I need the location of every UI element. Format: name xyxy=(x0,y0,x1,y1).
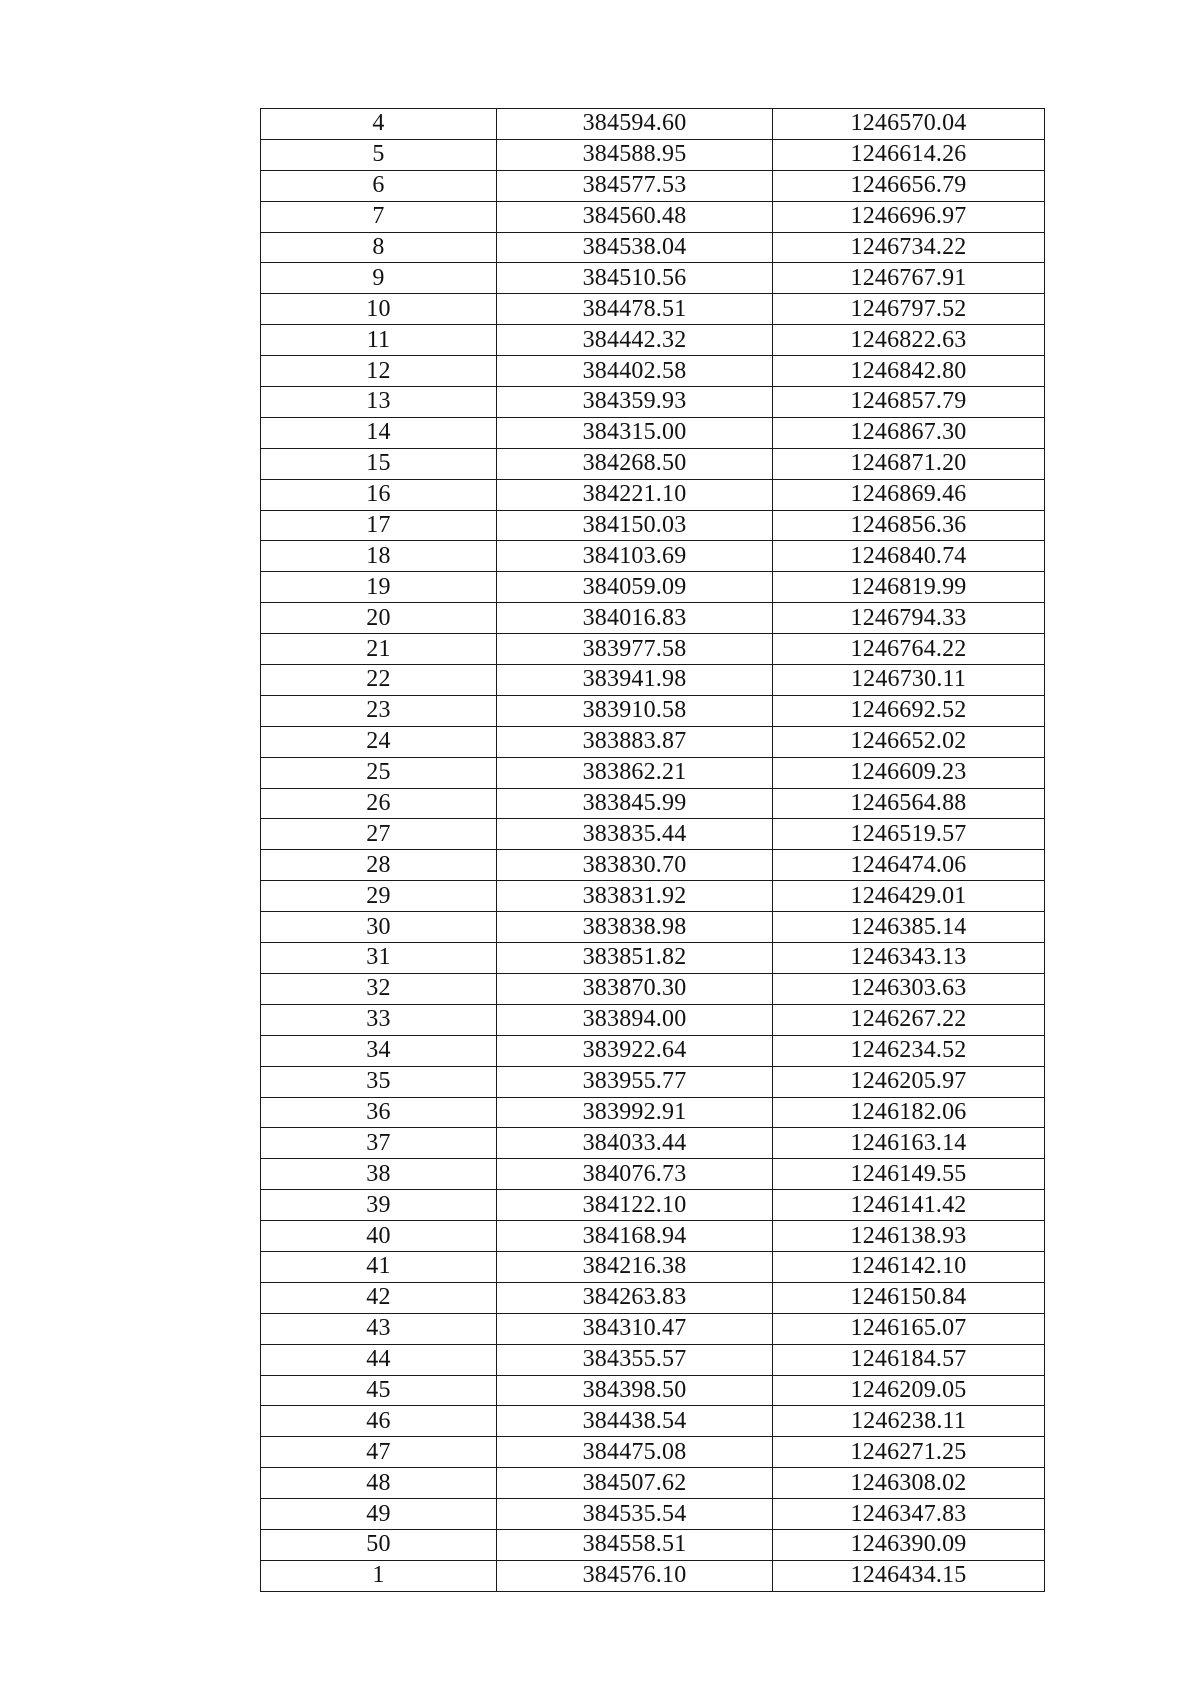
table-row xyxy=(261,757,1045,788)
table-row xyxy=(261,1344,1045,1375)
x-coordinate-cell: 384359.93 xyxy=(497,387,773,418)
y-coordinate-cell: 1246429.01 xyxy=(773,881,1045,912)
point-number-cell: 23 xyxy=(261,695,497,726)
table-row xyxy=(261,695,1045,726)
table-row xyxy=(261,634,1045,665)
table-row xyxy=(261,788,1045,819)
point-number-cell: 25 xyxy=(261,757,497,788)
y-coordinate-cell: 1246842.80 xyxy=(773,356,1045,387)
y-coordinate-cell: 1246767.91 xyxy=(773,263,1045,294)
y-coordinate-cell: 1246150.84 xyxy=(773,1282,1045,1313)
point-number-cell: 42 xyxy=(261,1282,497,1313)
x-coordinate-cell: 383845.99 xyxy=(497,788,773,819)
point-number-cell: 48 xyxy=(261,1468,497,1499)
y-coordinate-cell: 1246614.26 xyxy=(773,139,1045,170)
x-coordinate-cell: 384507.62 xyxy=(497,1468,773,1499)
table-row xyxy=(261,973,1045,1004)
x-coordinate-cell: 384442.32 xyxy=(497,325,773,356)
table-row xyxy=(261,1221,1045,1252)
point-number-cell: 10 xyxy=(261,294,497,325)
y-coordinate-cell: 1246564.88 xyxy=(773,788,1045,819)
y-coordinate-cell: 1246869.46 xyxy=(773,479,1045,510)
x-coordinate-cell: 383977.58 xyxy=(497,634,773,665)
x-coordinate-cell: 384576.10 xyxy=(497,1560,773,1591)
table-row xyxy=(261,1499,1045,1530)
table-row xyxy=(261,1468,1045,1499)
x-coordinate-cell: 384577.53 xyxy=(497,170,773,201)
table-row xyxy=(261,541,1045,572)
x-coordinate-cell: 384122.10 xyxy=(497,1190,773,1221)
table-row xyxy=(261,881,1045,912)
table-row xyxy=(261,448,1045,479)
x-coordinate-cell: 384510.56 xyxy=(497,263,773,294)
x-coordinate-cell: 383910.58 xyxy=(497,695,773,726)
table-row xyxy=(261,603,1045,634)
x-coordinate-cell: 384478.51 xyxy=(497,294,773,325)
table-row xyxy=(261,510,1045,541)
point-number-cell: 49 xyxy=(261,1499,497,1530)
x-coordinate-cell: 384310.47 xyxy=(497,1313,773,1344)
table-row xyxy=(261,1159,1045,1190)
y-coordinate-cell: 1246385.14 xyxy=(773,912,1045,943)
point-number-cell: 28 xyxy=(261,850,497,881)
y-coordinate-cell: 1246857.79 xyxy=(773,387,1045,418)
table-row xyxy=(261,263,1045,294)
y-coordinate-cell: 1246141.42 xyxy=(773,1190,1045,1221)
y-coordinate-cell: 1246764.22 xyxy=(773,634,1045,665)
x-coordinate-cell: 383862.21 xyxy=(497,757,773,788)
point-number-cell: 45 xyxy=(261,1375,497,1406)
x-coordinate-cell: 384398.50 xyxy=(497,1375,773,1406)
coordinate-table-body xyxy=(261,109,1045,1592)
y-coordinate-cell: 1246205.97 xyxy=(773,1066,1045,1097)
y-coordinate-cell: 1246234.52 xyxy=(773,1035,1045,1066)
y-coordinate-cell: 1246819.99 xyxy=(773,572,1045,603)
y-coordinate-cell: 1246165.07 xyxy=(773,1313,1045,1344)
y-coordinate-cell: 1246794.33 xyxy=(773,603,1045,634)
x-coordinate-cell: 384475.08 xyxy=(497,1437,773,1468)
y-coordinate-cell: 1246609.23 xyxy=(773,757,1045,788)
x-coordinate-cell: 384588.95 xyxy=(497,139,773,170)
point-number-cell: 44 xyxy=(261,1344,497,1375)
table-row xyxy=(261,479,1045,510)
x-coordinate-cell: 383870.30 xyxy=(497,973,773,1004)
x-coordinate-cell: 384221.10 xyxy=(497,479,773,510)
y-coordinate-cell: 1246656.79 xyxy=(773,170,1045,201)
point-number-cell: 1 xyxy=(261,1560,497,1591)
x-coordinate-cell: 383955.77 xyxy=(497,1066,773,1097)
x-coordinate-cell: 384016.83 xyxy=(497,603,773,634)
y-coordinate-cell: 1246797.52 xyxy=(773,294,1045,325)
point-number-cell: 9 xyxy=(261,263,497,294)
y-coordinate-cell: 1246434.15 xyxy=(773,1560,1045,1591)
point-number-cell: 31 xyxy=(261,943,497,974)
x-coordinate-cell: 384168.94 xyxy=(497,1221,773,1252)
y-coordinate-cell: 1246856.36 xyxy=(773,510,1045,541)
table-row xyxy=(261,1190,1045,1221)
x-coordinate-cell: 384216.38 xyxy=(497,1251,773,1282)
x-coordinate-cell: 384438.54 xyxy=(497,1406,773,1437)
y-coordinate-cell: 1246696.97 xyxy=(773,201,1045,232)
table-row xyxy=(261,1035,1045,1066)
y-coordinate-cell: 1246142.10 xyxy=(773,1251,1045,1282)
table-row xyxy=(261,819,1045,850)
table-row xyxy=(261,1406,1045,1437)
y-coordinate-cell: 1246652.02 xyxy=(773,726,1045,757)
point-number-cell: 36 xyxy=(261,1097,497,1128)
table-row xyxy=(261,1066,1045,1097)
point-number-cell: 24 xyxy=(261,726,497,757)
table-row xyxy=(261,1128,1045,1159)
y-coordinate-cell: 1246871.20 xyxy=(773,448,1045,479)
y-coordinate-cell: 1246519.57 xyxy=(773,819,1045,850)
y-coordinate-cell: 1246347.83 xyxy=(773,1499,1045,1530)
table-row xyxy=(261,1529,1045,1560)
x-coordinate-cell: 383830.70 xyxy=(497,850,773,881)
point-number-cell: 39 xyxy=(261,1190,497,1221)
y-coordinate-cell: 1246730.11 xyxy=(773,665,1045,696)
point-number-cell: 50 xyxy=(261,1529,497,1560)
x-coordinate-cell: 384150.03 xyxy=(497,510,773,541)
table-row xyxy=(261,387,1045,418)
x-coordinate-cell: 383835.44 xyxy=(497,819,773,850)
point-number-cell: 43 xyxy=(261,1313,497,1344)
table-row xyxy=(261,1251,1045,1282)
x-coordinate-cell: 383992.91 xyxy=(497,1097,773,1128)
table-row xyxy=(261,1313,1045,1344)
point-number-cell: 14 xyxy=(261,417,497,448)
x-coordinate-cell: 383883.87 xyxy=(497,726,773,757)
x-coordinate-cell: 384560.48 xyxy=(497,201,773,232)
point-number-cell: 5 xyxy=(261,139,497,170)
x-coordinate-cell: 384402.58 xyxy=(497,356,773,387)
point-number-cell: 22 xyxy=(261,665,497,696)
point-number-cell: 33 xyxy=(261,1004,497,1035)
x-coordinate-cell: 384355.57 xyxy=(497,1344,773,1375)
point-number-cell: 46 xyxy=(261,1406,497,1437)
table-row xyxy=(261,201,1045,232)
point-number-cell: 4 xyxy=(261,109,497,140)
y-coordinate-cell: 1246692.52 xyxy=(773,695,1045,726)
point-number-cell: 34 xyxy=(261,1035,497,1066)
y-coordinate-cell: 1246390.09 xyxy=(773,1529,1045,1560)
point-number-cell: 20 xyxy=(261,603,497,634)
table-row xyxy=(261,912,1045,943)
table-row xyxy=(261,1375,1045,1406)
table-row xyxy=(261,109,1045,140)
x-coordinate-cell: 384076.73 xyxy=(497,1159,773,1190)
table-row xyxy=(261,1437,1045,1468)
y-coordinate-cell: 1246303.63 xyxy=(773,973,1045,1004)
x-coordinate-cell: 384263.83 xyxy=(497,1282,773,1313)
y-coordinate-cell: 1246570.04 xyxy=(773,109,1045,140)
y-coordinate-cell: 1246209.05 xyxy=(773,1375,1045,1406)
table-row xyxy=(261,294,1045,325)
x-coordinate-cell: 383831.92 xyxy=(497,881,773,912)
table-row xyxy=(261,139,1045,170)
point-number-cell: 17 xyxy=(261,510,497,541)
x-coordinate-cell: 383922.64 xyxy=(497,1035,773,1066)
point-number-cell: 40 xyxy=(261,1221,497,1252)
x-coordinate-cell: 384538.04 xyxy=(497,232,773,263)
table-row xyxy=(261,1282,1045,1313)
point-number-cell: 41 xyxy=(261,1251,497,1282)
y-coordinate-cell: 1246271.25 xyxy=(773,1437,1045,1468)
point-number-cell: 16 xyxy=(261,479,497,510)
point-number-cell: 37 xyxy=(261,1128,497,1159)
point-number-cell: 11 xyxy=(261,325,497,356)
point-number-cell: 18 xyxy=(261,541,497,572)
y-coordinate-cell: 1246840.74 xyxy=(773,541,1045,572)
point-number-cell: 7 xyxy=(261,201,497,232)
x-coordinate-cell: 384558.51 xyxy=(497,1529,773,1560)
table-row xyxy=(261,943,1045,974)
y-coordinate-cell: 1246182.06 xyxy=(773,1097,1045,1128)
point-number-cell: 21 xyxy=(261,634,497,665)
point-number-cell: 47 xyxy=(261,1437,497,1468)
x-coordinate-cell: 384594.60 xyxy=(497,109,773,140)
x-coordinate-cell: 384315.00 xyxy=(497,417,773,448)
y-coordinate-cell: 1246149.55 xyxy=(773,1159,1045,1190)
point-number-cell: 13 xyxy=(261,387,497,418)
x-coordinate-cell: 383851.82 xyxy=(497,943,773,974)
y-coordinate-cell: 1246184.57 xyxy=(773,1344,1045,1375)
y-coordinate-cell: 1246308.02 xyxy=(773,1468,1045,1499)
x-coordinate-cell: 383894.00 xyxy=(497,1004,773,1035)
point-number-cell: 19 xyxy=(261,572,497,603)
point-number-cell: 26 xyxy=(261,788,497,819)
x-coordinate-cell: 384268.50 xyxy=(497,448,773,479)
y-coordinate-cell: 1246822.63 xyxy=(773,325,1045,356)
point-number-cell: 30 xyxy=(261,912,497,943)
table-row xyxy=(261,232,1045,263)
point-number-cell: 38 xyxy=(261,1159,497,1190)
point-number-cell: 12 xyxy=(261,356,497,387)
y-coordinate-cell: 1246238.11 xyxy=(773,1406,1045,1437)
table-row xyxy=(261,1097,1045,1128)
x-coordinate-cell: 384103.69 xyxy=(497,541,773,572)
table-row xyxy=(261,325,1045,356)
table-row xyxy=(261,665,1045,696)
table-row xyxy=(261,170,1045,201)
y-coordinate-cell: 1246267.22 xyxy=(773,1004,1045,1035)
point-number-cell: 27 xyxy=(261,819,497,850)
y-coordinate-cell: 1246734.22 xyxy=(773,232,1045,263)
point-number-cell: 8 xyxy=(261,232,497,263)
table-row xyxy=(261,726,1045,757)
x-coordinate-cell: 384033.44 xyxy=(497,1128,773,1159)
point-number-cell: 6 xyxy=(261,170,497,201)
table-row xyxy=(261,417,1045,448)
x-coordinate-cell: 383941.98 xyxy=(497,665,773,696)
point-number-cell: 35 xyxy=(261,1066,497,1097)
table-row xyxy=(261,572,1045,603)
x-coordinate-cell: 383838.98 xyxy=(497,912,773,943)
table-row xyxy=(261,1004,1045,1035)
y-coordinate-cell: 1246163.14 xyxy=(773,1128,1045,1159)
y-coordinate-cell: 1246138.93 xyxy=(773,1221,1045,1252)
point-number-cell: 15 xyxy=(261,448,497,479)
point-number-cell: 29 xyxy=(261,881,497,912)
y-coordinate-cell: 1246867.30 xyxy=(773,417,1045,448)
coordinate-table xyxy=(260,108,1045,1592)
x-coordinate-cell: 384059.09 xyxy=(497,572,773,603)
y-coordinate-cell: 1246343.13 xyxy=(773,943,1045,974)
y-coordinate-cell: 1246474.06 xyxy=(773,850,1045,881)
table-row xyxy=(261,850,1045,881)
x-coordinate-cell: 384535.54 xyxy=(497,1499,773,1530)
table-row xyxy=(261,1560,1045,1591)
point-number-cell: 32 xyxy=(261,973,497,1004)
table-row xyxy=(261,356,1045,387)
